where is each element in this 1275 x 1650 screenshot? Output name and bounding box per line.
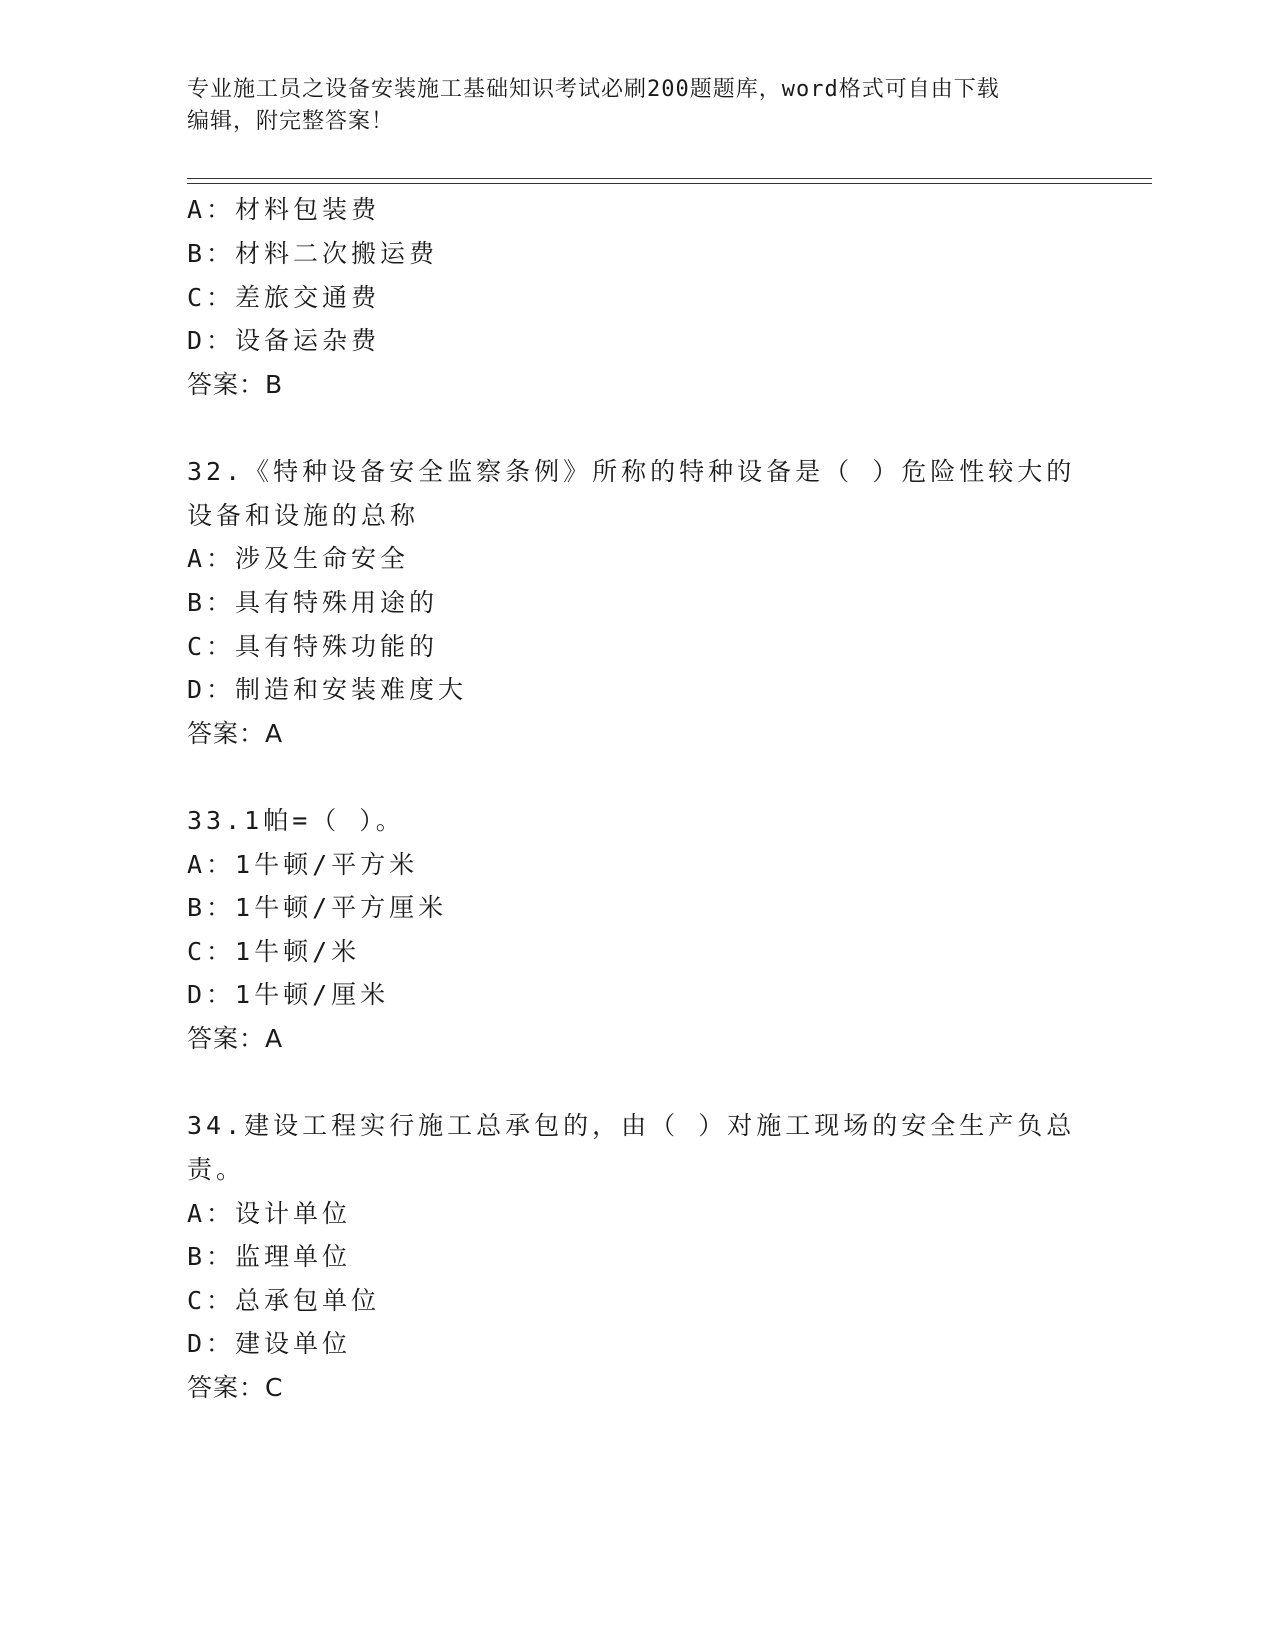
q33-stem-line-1: 33.1帕=（ ）。	[187, 806, 405, 835]
q32-stem-line-1: 32.《特种设备安全监察条例》所称的特种设备是（ ）危险性较大的	[187, 457, 1076, 486]
header-line-1: 专业施工员之设备安装施工基础知识考试必刷200题题库，word格式可自由下载	[187, 77, 1000, 102]
q31-answer: 答案：B	[187, 370, 284, 399]
q34-answer: 答案：C	[187, 1373, 284, 1402]
q32-option-a: A：涉及生命安全	[187, 544, 410, 573]
q32-answer: 答案：A	[187, 719, 284, 748]
document-header	[187, 74, 1087, 138]
q31-option-d: D：设备运杂费	[187, 326, 381, 355]
q34-option-a: A：设计单位	[187, 1199, 352, 1228]
q32-option-d: D：制造和安装难度大	[187, 675, 468, 704]
header-divider-top	[187, 178, 1152, 179]
q34-option-d: D：建设单位	[187, 1329, 352, 1358]
q32-option-b: B：具有特殊用途的	[187, 588, 439, 617]
q32-stem-line-2: 设备和设施的总称	[187, 501, 420, 530]
q34-option-b: B：监理单位	[187, 1242, 352, 1271]
q32-option-c: C：具有特殊功能的	[187, 632, 439, 661]
q34-option-c: C：总承包单位	[187, 1286, 381, 1315]
q31-option-b: B：材料二次搬运费	[187, 239, 439, 268]
header-line-2: 编辑，附完整答案！	[187, 109, 395, 134]
q33-option-c: C：1牛顿/米	[187, 937, 361, 966]
q31-option-a: A：材料包装费	[187, 195, 381, 224]
q34-stem-line-2: 责。	[187, 1155, 246, 1184]
q33-option-d: D：1牛顿/厘米	[187, 980, 390, 1009]
q33-answer: 答案：A	[187, 1024, 284, 1053]
q33-option-a: A：1牛顿/平方米	[187, 850, 419, 879]
q34-stem-line-1: 34.建设工程实行施工总承包的，由（ ）对施工现场的安全生产负总	[187, 1111, 1076, 1140]
q31-option-c: C：差旅交通费	[187, 283, 381, 312]
q33-option-b: B：1牛顿/平方厘米	[187, 893, 448, 922]
header-divider-bottom	[187, 183, 1152, 184]
